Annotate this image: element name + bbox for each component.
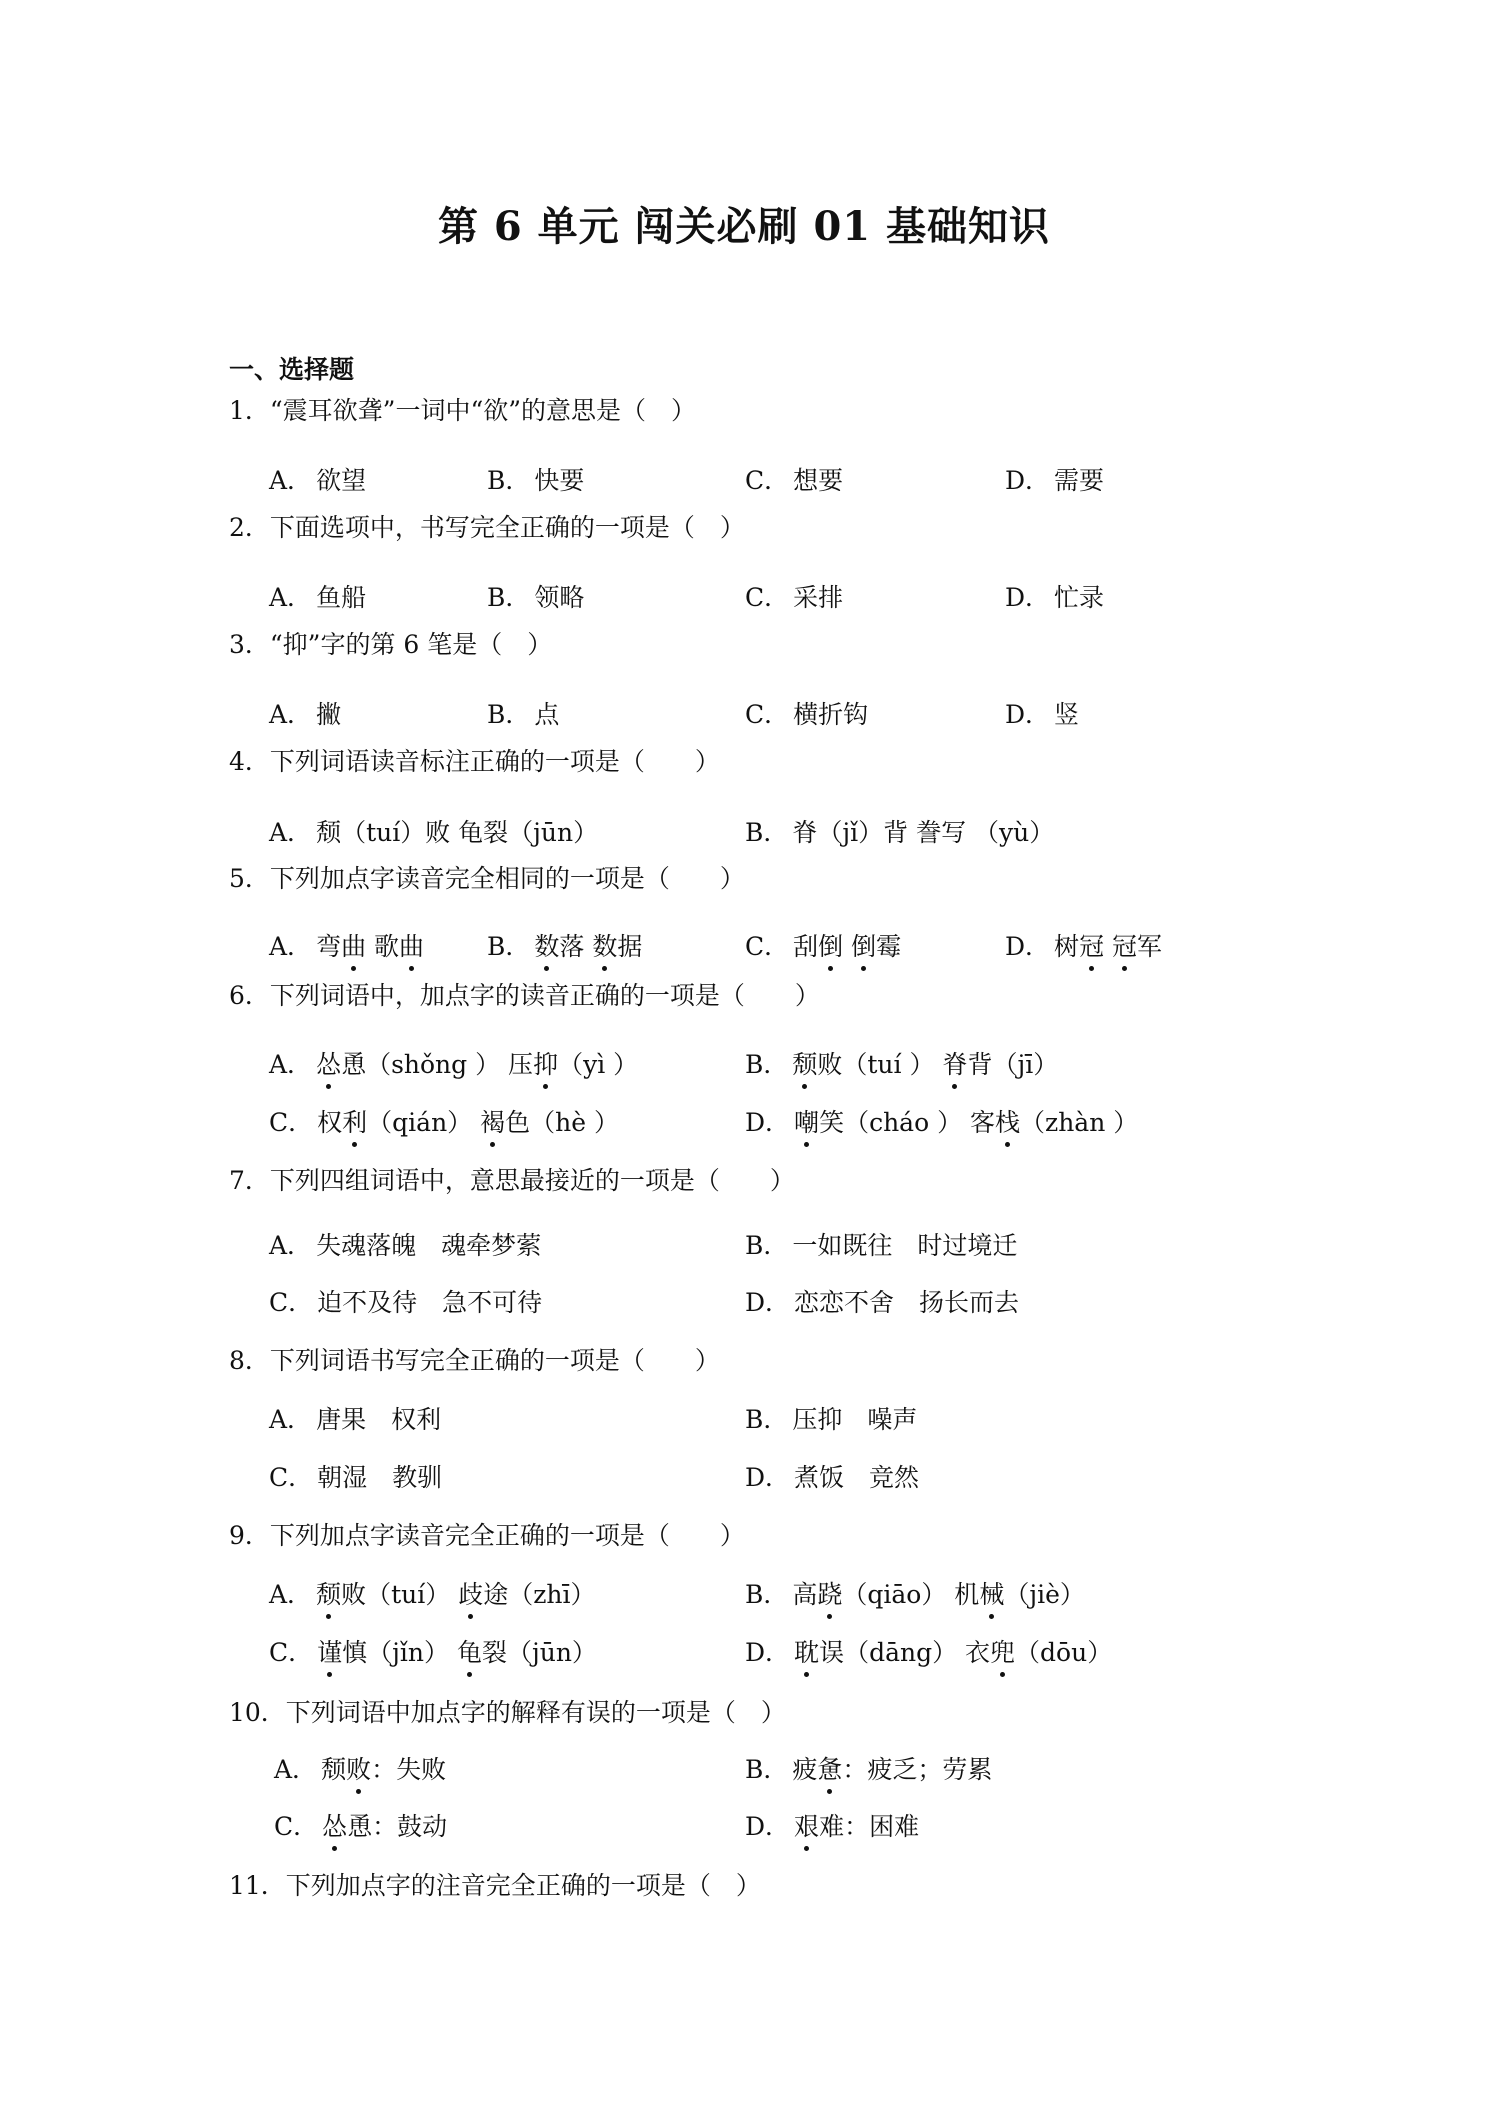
dotted-character: 褐 <box>480 1103 505 1139</box>
option <box>745 1458 919 1494</box>
option-text: 迫不及待 急不可待 <box>317 1288 543 1317</box>
dotted-character: 怂 <box>322 1807 347 1843</box>
option-letter: A． <box>269 700 313 729</box>
option-letter: C． <box>274 1812 319 1841</box>
dotted-character: 兜 <box>990 1633 1015 1669</box>
option-letter: C． <box>745 932 790 961</box>
option-text: 需要 <box>1054 466 1105 495</box>
option-text <box>843 932 851 961</box>
option-text: 军 <box>1137 932 1163 961</box>
option-text: 疲 <box>792 1755 818 1784</box>
option <box>745 1575 1085 1611</box>
option-text: 颓（tuí）败 龟裂（jūn） <box>316 818 599 847</box>
option-text: 途（zhī） <box>483 1580 596 1609</box>
question-stem: 7．下列四组词语中，意思最接近的一项是（ ） <box>229 1166 795 1195</box>
option-letter: C． <box>269 1108 314 1137</box>
option <box>487 695 559 731</box>
option-letter: D． <box>745 1638 791 1667</box>
option <box>745 927 901 963</box>
dotted-character: 利 <box>342 1103 367 1139</box>
option <box>745 1103 1138 1139</box>
dotted-character: 曲 <box>399 927 424 963</box>
option-letter: B． <box>745 1050 789 1079</box>
option-letter: A． <box>269 1580 313 1609</box>
option-text: 一如既往 时过境迁 <box>792 1231 1018 1260</box>
option-letter: B． <box>487 466 531 495</box>
option-letter: D． <box>1005 466 1051 495</box>
option-letter: A． <box>269 466 313 495</box>
dotted-character: 跷 <box>817 1575 842 1611</box>
option-text: 恋恋不舍 扬长而去 <box>794 1288 1020 1317</box>
question-stem: 8．下列词语书写完全正确的一项是（ ） <box>229 1346 720 1375</box>
question-stem: 4．下列词语读音标注正确的一项是（ ） <box>229 747 720 776</box>
option-text: 色（hè ） <box>505 1108 619 1137</box>
option-letter: B． <box>745 1580 789 1609</box>
dotted-character: 歧 <box>458 1575 483 1611</box>
option-text: 裂（jūn） <box>481 1638 597 1667</box>
option <box>269 1633 597 1669</box>
dotted-character: 怂 <box>316 1045 341 1081</box>
dotted-character: 数 <box>534 927 559 963</box>
option-letter: D． <box>745 1288 791 1317</box>
option <box>745 1283 1019 1319</box>
option-letter: C． <box>745 583 790 612</box>
option-letter: B． <box>487 700 531 729</box>
option-text: 点 <box>534 700 560 729</box>
option-text: 权 <box>317 1108 343 1137</box>
option-text: 败（tuí ） <box>817 1050 943 1079</box>
option-letter: B． <box>487 583 531 612</box>
option-text: 高 <box>792 1580 818 1609</box>
option-letter: C． <box>745 700 790 729</box>
dotted-character: 惫 <box>817 1750 842 1786</box>
option <box>745 1400 917 1436</box>
option-text: 横折钩 <box>793 700 869 729</box>
option <box>269 1103 619 1139</box>
option-letter: D． <box>1005 700 1051 729</box>
dotted-character: 冠 <box>1112 927 1137 963</box>
option-text: 鱼船 <box>316 583 367 612</box>
option <box>269 1400 441 1436</box>
dotted-character: 艰 <box>794 1807 819 1843</box>
option-letter: C． <box>269 1288 314 1317</box>
option-text: 恿（shǒng ） 压 <box>341 1050 534 1079</box>
option-letter: D． <box>745 1463 791 1492</box>
option-text <box>1104 932 1112 961</box>
option-text: 落 <box>559 932 593 961</box>
option-text: 霉 <box>876 932 902 961</box>
option <box>269 1575 595 1611</box>
option-text: 撇 <box>316 700 342 729</box>
option <box>745 1750 992 1786</box>
option <box>269 461 366 497</box>
option-text: 败（tuí） <box>341 1580 459 1609</box>
dotted-character: 嘲 <box>794 1103 819 1139</box>
option <box>745 1226 1017 1262</box>
option-text: 背（jī） <box>967 1050 1059 1079</box>
option <box>269 1045 638 1081</box>
option-text: 据 <box>617 932 643 961</box>
dotted-character: 脊 <box>942 1045 967 1081</box>
option-letter: A． <box>269 932 313 961</box>
option-letter: A． <box>269 1231 313 1260</box>
option-text: 唐果 权利 <box>316 1405 442 1434</box>
option <box>1005 461 1104 497</box>
option-text: 误（dāng） 衣 <box>819 1638 991 1667</box>
question-stem: 3．“抑”字的第 6 笔是（ ） <box>229 630 553 659</box>
option-text: 想要 <box>793 466 844 495</box>
question-stem: 9．下列加点字读音完全正确的一项是（ ） <box>229 1521 745 1550</box>
option <box>269 813 598 849</box>
option <box>1005 578 1104 614</box>
dotted-character: 冠 <box>1079 927 1104 963</box>
option-text: 忙录 <box>1054 583 1105 612</box>
dotted-character: 龟 <box>457 1633 482 1669</box>
option-text: 刮 <box>793 932 819 961</box>
option-letter: C． <box>269 1638 314 1667</box>
option-letter: D． <box>745 1108 791 1137</box>
option-letter: B． <box>745 1231 789 1260</box>
option <box>745 1045 1058 1081</box>
option <box>274 1750 446 1786</box>
option <box>269 578 366 614</box>
option-text: （zhàn ） <box>1020 1108 1139 1137</box>
option <box>745 813 1054 849</box>
option-text: （yì ） <box>558 1050 639 1079</box>
option <box>745 1633 1112 1669</box>
option-letter: D． <box>1005 932 1051 961</box>
option-text: 树 <box>1054 932 1080 961</box>
option <box>1005 927 1162 963</box>
dotted-character: 数 <box>592 927 617 963</box>
question-stem: 6．下列词语中，加点字的读音正确的一项是（ ） <box>229 981 820 1010</box>
option <box>269 1226 541 1262</box>
option-text: 恿：鼓动 <box>347 1812 448 1841</box>
option-text: 笑（cháo ） 客 <box>819 1108 996 1137</box>
option-text: 煮饭 竞然 <box>794 1463 920 1492</box>
option-text: 失魂落魄 魂牵梦萦 <box>316 1231 542 1260</box>
option <box>745 1807 919 1843</box>
option-text: 采排 <box>793 583 844 612</box>
option-letter: C． <box>745 466 790 495</box>
option <box>745 461 843 497</box>
dotted-character: 败 <box>346 1750 371 1786</box>
option-text: 脊（jǐ）背 誊写 （yù） <box>792 818 1055 847</box>
option-text: 弯 <box>316 932 342 961</box>
option-text: 慎（jǐn） <box>342 1638 457 1667</box>
question-stem: 10．下列词语中加点字的解释有误的一项是（ ） <box>229 1698 786 1727</box>
dotted-character: 曲 <box>341 927 366 963</box>
dotted-character: 倒 <box>851 927 876 963</box>
dotted-character: 耽 <box>794 1633 819 1669</box>
option <box>745 695 868 731</box>
dotted-character: 栈 <box>995 1103 1020 1139</box>
option-letter: A． <box>269 1405 313 1434</box>
option-text: （jiè） <box>1004 1580 1085 1609</box>
question-stem: 5．下列加点字读音完全相同的一项是（ ） <box>229 864 745 893</box>
option <box>269 1458 442 1494</box>
option-text: 竖 <box>1054 700 1080 729</box>
option-text: ：疲乏；劳累 <box>842 1755 993 1784</box>
option-letter: A． <box>269 1050 313 1079</box>
document-title: 第 6 单元 闯关必刷 01 基础知识 <box>437 203 1051 250</box>
dotted-character: 颓 <box>792 1045 817 1081</box>
option-text: 快要 <box>534 466 585 495</box>
option <box>487 461 584 497</box>
option <box>487 927 642 963</box>
option-text: （qián） <box>367 1108 481 1137</box>
dotted-character: 谨 <box>317 1633 342 1669</box>
question-stem: 1．“震耳欲聋”一词中“欲”的意思是（ ） <box>229 396 697 425</box>
option <box>1005 695 1079 731</box>
option-letter: B． <box>745 1755 789 1784</box>
dotted-character: 械 <box>979 1575 1004 1611</box>
option <box>745 578 843 614</box>
option-letter: C． <box>269 1463 314 1492</box>
option-letter: A． <box>269 818 313 847</box>
option <box>269 695 341 731</box>
option-text: 歌 <box>366 932 400 961</box>
option <box>487 578 584 614</box>
question-stem: 2．下面选项中，书写完全正确的一项是（ ） <box>229 513 745 542</box>
option-letter: A． <box>274 1755 318 1784</box>
option <box>269 927 424 963</box>
option-text: 欲望 <box>316 466 367 495</box>
option-text: 难：困难 <box>819 1812 920 1841</box>
option-text: ：失败 <box>371 1755 447 1784</box>
option-text: 领略 <box>534 583 585 612</box>
question-stem: 11．下列加点字的注音完全正确的一项是（ ） <box>229 1871 761 1900</box>
dotted-character: 抑 <box>533 1045 558 1081</box>
dotted-character: 倒 <box>818 927 843 963</box>
option-letter: D． <box>1005 583 1051 612</box>
option-text: 压抑 噪声 <box>792 1405 918 1434</box>
option-letter: B． <box>745 1405 789 1434</box>
option-text: （qiāo） 机 <box>842 1580 980 1609</box>
dotted-character: 颓 <box>316 1575 341 1611</box>
option-text: 颓 <box>321 1755 347 1784</box>
section-heading: 一、选择题 <box>229 355 355 384</box>
option <box>274 1807 447 1843</box>
option-text: （dōu） <box>1015 1638 1113 1667</box>
option-letter: B． <box>487 932 531 961</box>
option-letter: D． <box>745 1812 791 1841</box>
option-letter: B． <box>745 818 789 847</box>
option-text: 朝湿 教驯 <box>317 1463 443 1492</box>
option-letter: A． <box>269 583 313 612</box>
option <box>269 1283 542 1319</box>
